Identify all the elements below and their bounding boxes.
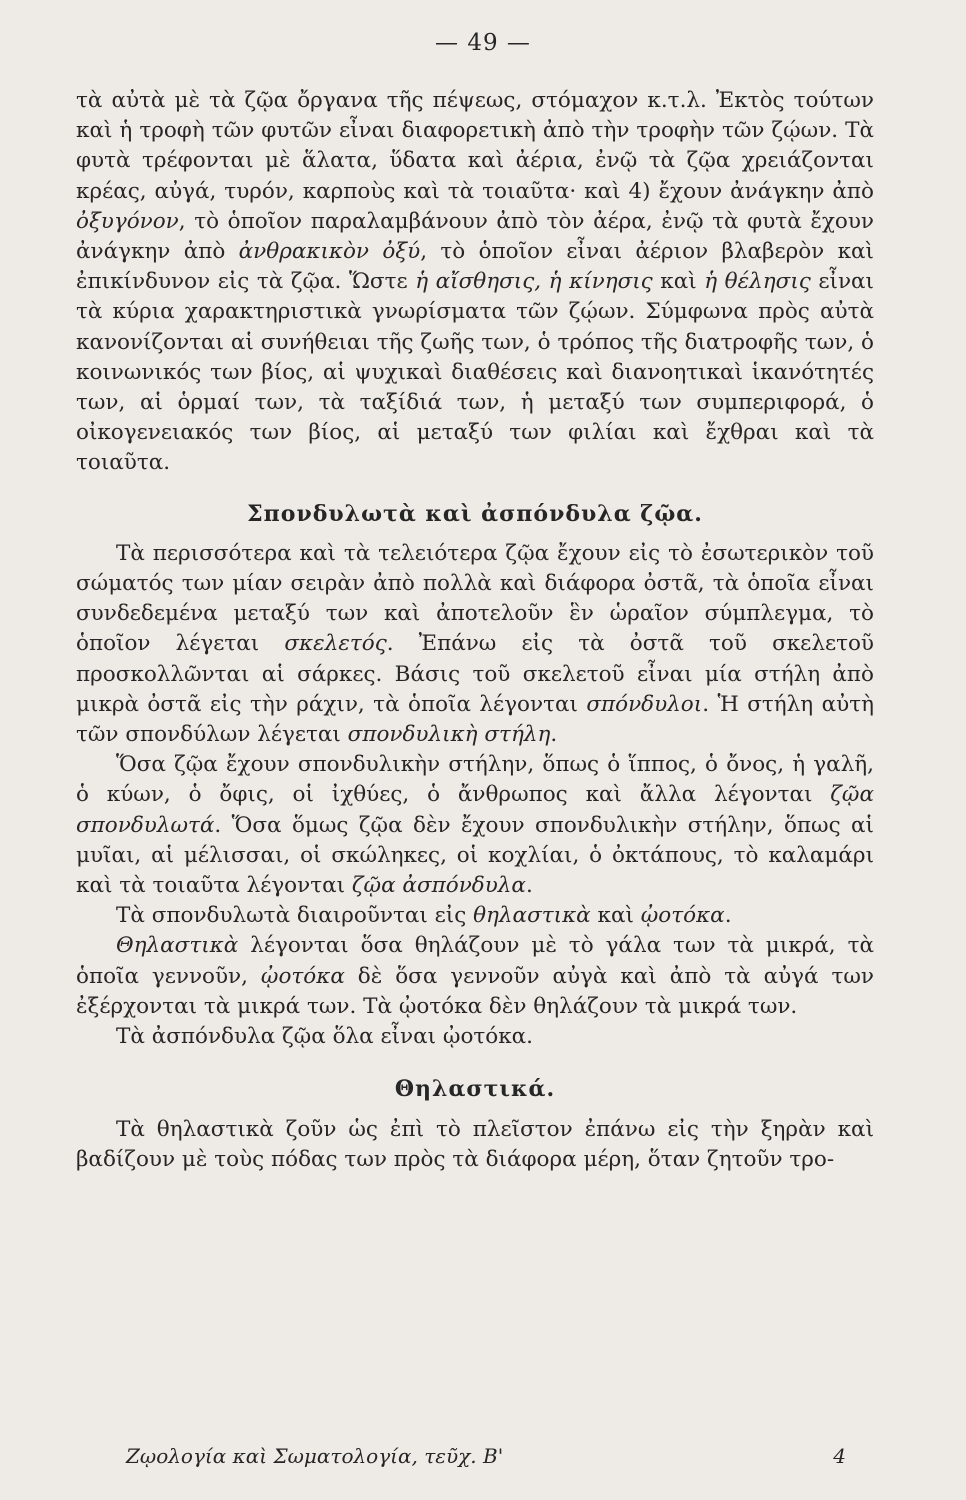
term-sensation: ἡ αἴσθησις, ἡ κίνησις <box>415 269 653 295</box>
term-carbonic-acid: ἀνθρακικὸν ὀξύ <box>238 239 421 265</box>
term-mammals: Θηλαστικὰ <box>116 933 239 959</box>
paragraph: Τὰ περισσότερα καὶ τὰ τελειότερα ζῷα ἔχουν εἰς τὸ ἐσωτερικὸν τοῦ σώματός των μίαν σειρὰν ἀπὸ πολλὰ καὶ διάφορα ὀστᾶ, τὰ ὁποῖα εἶναι συνδεδεμένα μεταξύ των καὶ ἀποτελοῦν ἓν ὡραῖον σύμπλεγμα, τὸ ὁποῖον λέγεται σκελετός. Ἐπάνω εἰς τὰ ὀστᾶ τοῦ σκελετοῦ προσκολλῶνται αἱ σάρκες. Βάσις τοῦ σκελετοῦ εἶναι μία στήλη ἀπὸ μικρὰ ὀστᾶ εἰς τὴν ράχιν, τὰ ὁποῖα λέγονται σπόνδυλοι. Ἡ στήλη αὐτὴ τῶν σπονδύλων λέγεται σπονδυλικὴ στήλη. <box>76 540 874 748</box>
paragraph: Θηλαστικὰ λέγονται ὅσα θηλάζουν μὲ τὸ γάλα των τὰ μικρά, τὰ ὁποῖα γεννοῦν, ᾠοτόκα δὲ ὅσα γεννοῦν αὐγὰ καὶ ἀπὸ τὰ αὐγά των ἐξέρχονται τὰ μικρά των. Τὰ ᾠοτόκα δὲν θηλάζουν τὰ μικρά των. <box>76 933 874 1019</box>
term-will: ἡ θέλησις <box>704 269 811 295</box>
paragraph: Τὰ σπονδυλωτὰ διαιροῦνται εἰς θηλαστικὰ καὶ ᾠοτόκα. <box>116 903 732 929</box>
term-invertebrates: ζῷα ἀσπόνδυλα <box>351 873 526 899</box>
term-oviparous: ᾠοτόκα <box>640 903 725 929</box>
page-body <box>76 86 874 1175</box>
term-skeleton: σκελετός <box>284 631 387 657</box>
term-spine: σπονδυλικὴ στήλη <box>347 722 551 748</box>
paragraph: Τὰ θηλαστικὰ ζοῦν ὡς ἐπὶ τὸ πλεῖστον ἐπάνω εἰς τὴν ξηρὰν καὶ βαδίζουν μὲ τοὺς πόδας των πρὸς τὰ διάφορα μέρη, ὅταν ζητοῦν τρο- <box>76 1116 874 1172</box>
footer-title: Ζῳολογία καὶ Σωματολογία, τεῦχ. Β' <box>126 1444 504 1468</box>
paragraph: τὰ αὐτὰ μὲ τὰ ζῷα ὄργανα τῆς πέψεως, στόμαχον κ.τ.λ. Ἐκτὸς τούτων καὶ ἡ τροφὴ τῶν φυτῶν εἶναι διαφορετικὴ ἀπὸ τὴν τροφὴν τῶν ζῴων. Τὰ φυτὰ τρέφονται μὲ ἅλατα, ὕδατα καὶ ἀέρια, ἐνῷ τὰ ζῷα χρειάζονται κρέας, αὐγά, τυρόν, καρποὺς καὶ τὰ τοιαῦτα· καὶ 4) ἔχουν ἀνάγκην ἀπὸ ὀξυγόνον, τὸ ὁποῖον παραλαμβάνουν ἀπὸ τὸν ἀέρα, ἐνῷ τὰ φυτὰ ἔχουν ἀνάγκην ἀπὸ ἀνθρακικὸν ὀξύ, τὸ ὁποῖον εἶναι ἀέριον βλαβερὸν καὶ ἐπικίνδυνον εἰς τὰ ζῷα. Ὥστε ἡ αἴσθησις, ἡ κίνησις καὶ ἡ θέλησις εἶναι τὰ κύρια χαρακτηριστικὰ γνωρίσματα τῶν ζῴων. Σύμφωνα πρὸς αὐτὰ κανονίζονται αἱ συνήθειαι τῆς ζωῆς των, ὁ τρόπος τῆς διατροφῆς των, ὁ κοινωνικός των βίος, αἱ ψυχικαὶ διαθέσεις καὶ διανοητικαὶ ἱκανότητές των, αἱ ὁρμαί των, τὰ ταξίδιά των, ἡ μεταξύ των συμπεριφορά, ὁ οἰκογενειακός των βίος, αἱ μεταξύ των φιλίαι καὶ ἔχθραι καὶ τὰ τοιαῦτα. <box>76 88 874 476</box>
section-heading: Σπονδυλωτὰ καὶ ἀσπόνδυλα ζῷα. <box>247 500 703 527</box>
term-vertebrates: ζῷα σπονδυλωτά <box>76 782 874 838</box>
term-oxygen: ὀξυγόνον <box>76 208 179 234</box>
footer <box>126 1444 846 1468</box>
page-number: — 49 — <box>435 30 531 56</box>
section-heading: Θηλαστικά. <box>394 1076 556 1103</box>
paragraph: Τὰ ἀσπόνδυλα ζῷα ὅλα εἶναι ᾠοτόκα. <box>116 1024 534 1050</box>
signature-mark: 4 <box>833 1444 846 1468</box>
term-vertebrae: σπόνδυλοι <box>586 691 703 717</box>
paragraph: Ὅσα ζῷα ἔχουν σπονδυλικὴν στήλην, ὅπως ὁ ἵππος, ὁ ὄνος, ἡ γαλῆ, ὁ κύων, ὁ ὄφις, οἱ ἰχθύες, ὁ ἄνθρωπος καὶ ἄλλα λέγονται ζῷα σπονδυλωτά. Ὅσα ὅμως ζῷα δὲν ἔχουν σπονδυλικὴν στήλην, ὅπως αἱ μυῖαι, αἱ μέλισσαι, οἱ σκώληκες, οἱ κοχλίαι, ὁ ὀκτάπους, τὸ καλαμάρι καὶ τὰ τοιαῦτα λέγονται ζῷα ἀσπόνδυλα. <box>76 752 874 899</box>
term-oviparous: ᾠοτόκα <box>260 963 345 989</box>
term-mammals: θηλαστικὰ <box>473 903 591 929</box>
